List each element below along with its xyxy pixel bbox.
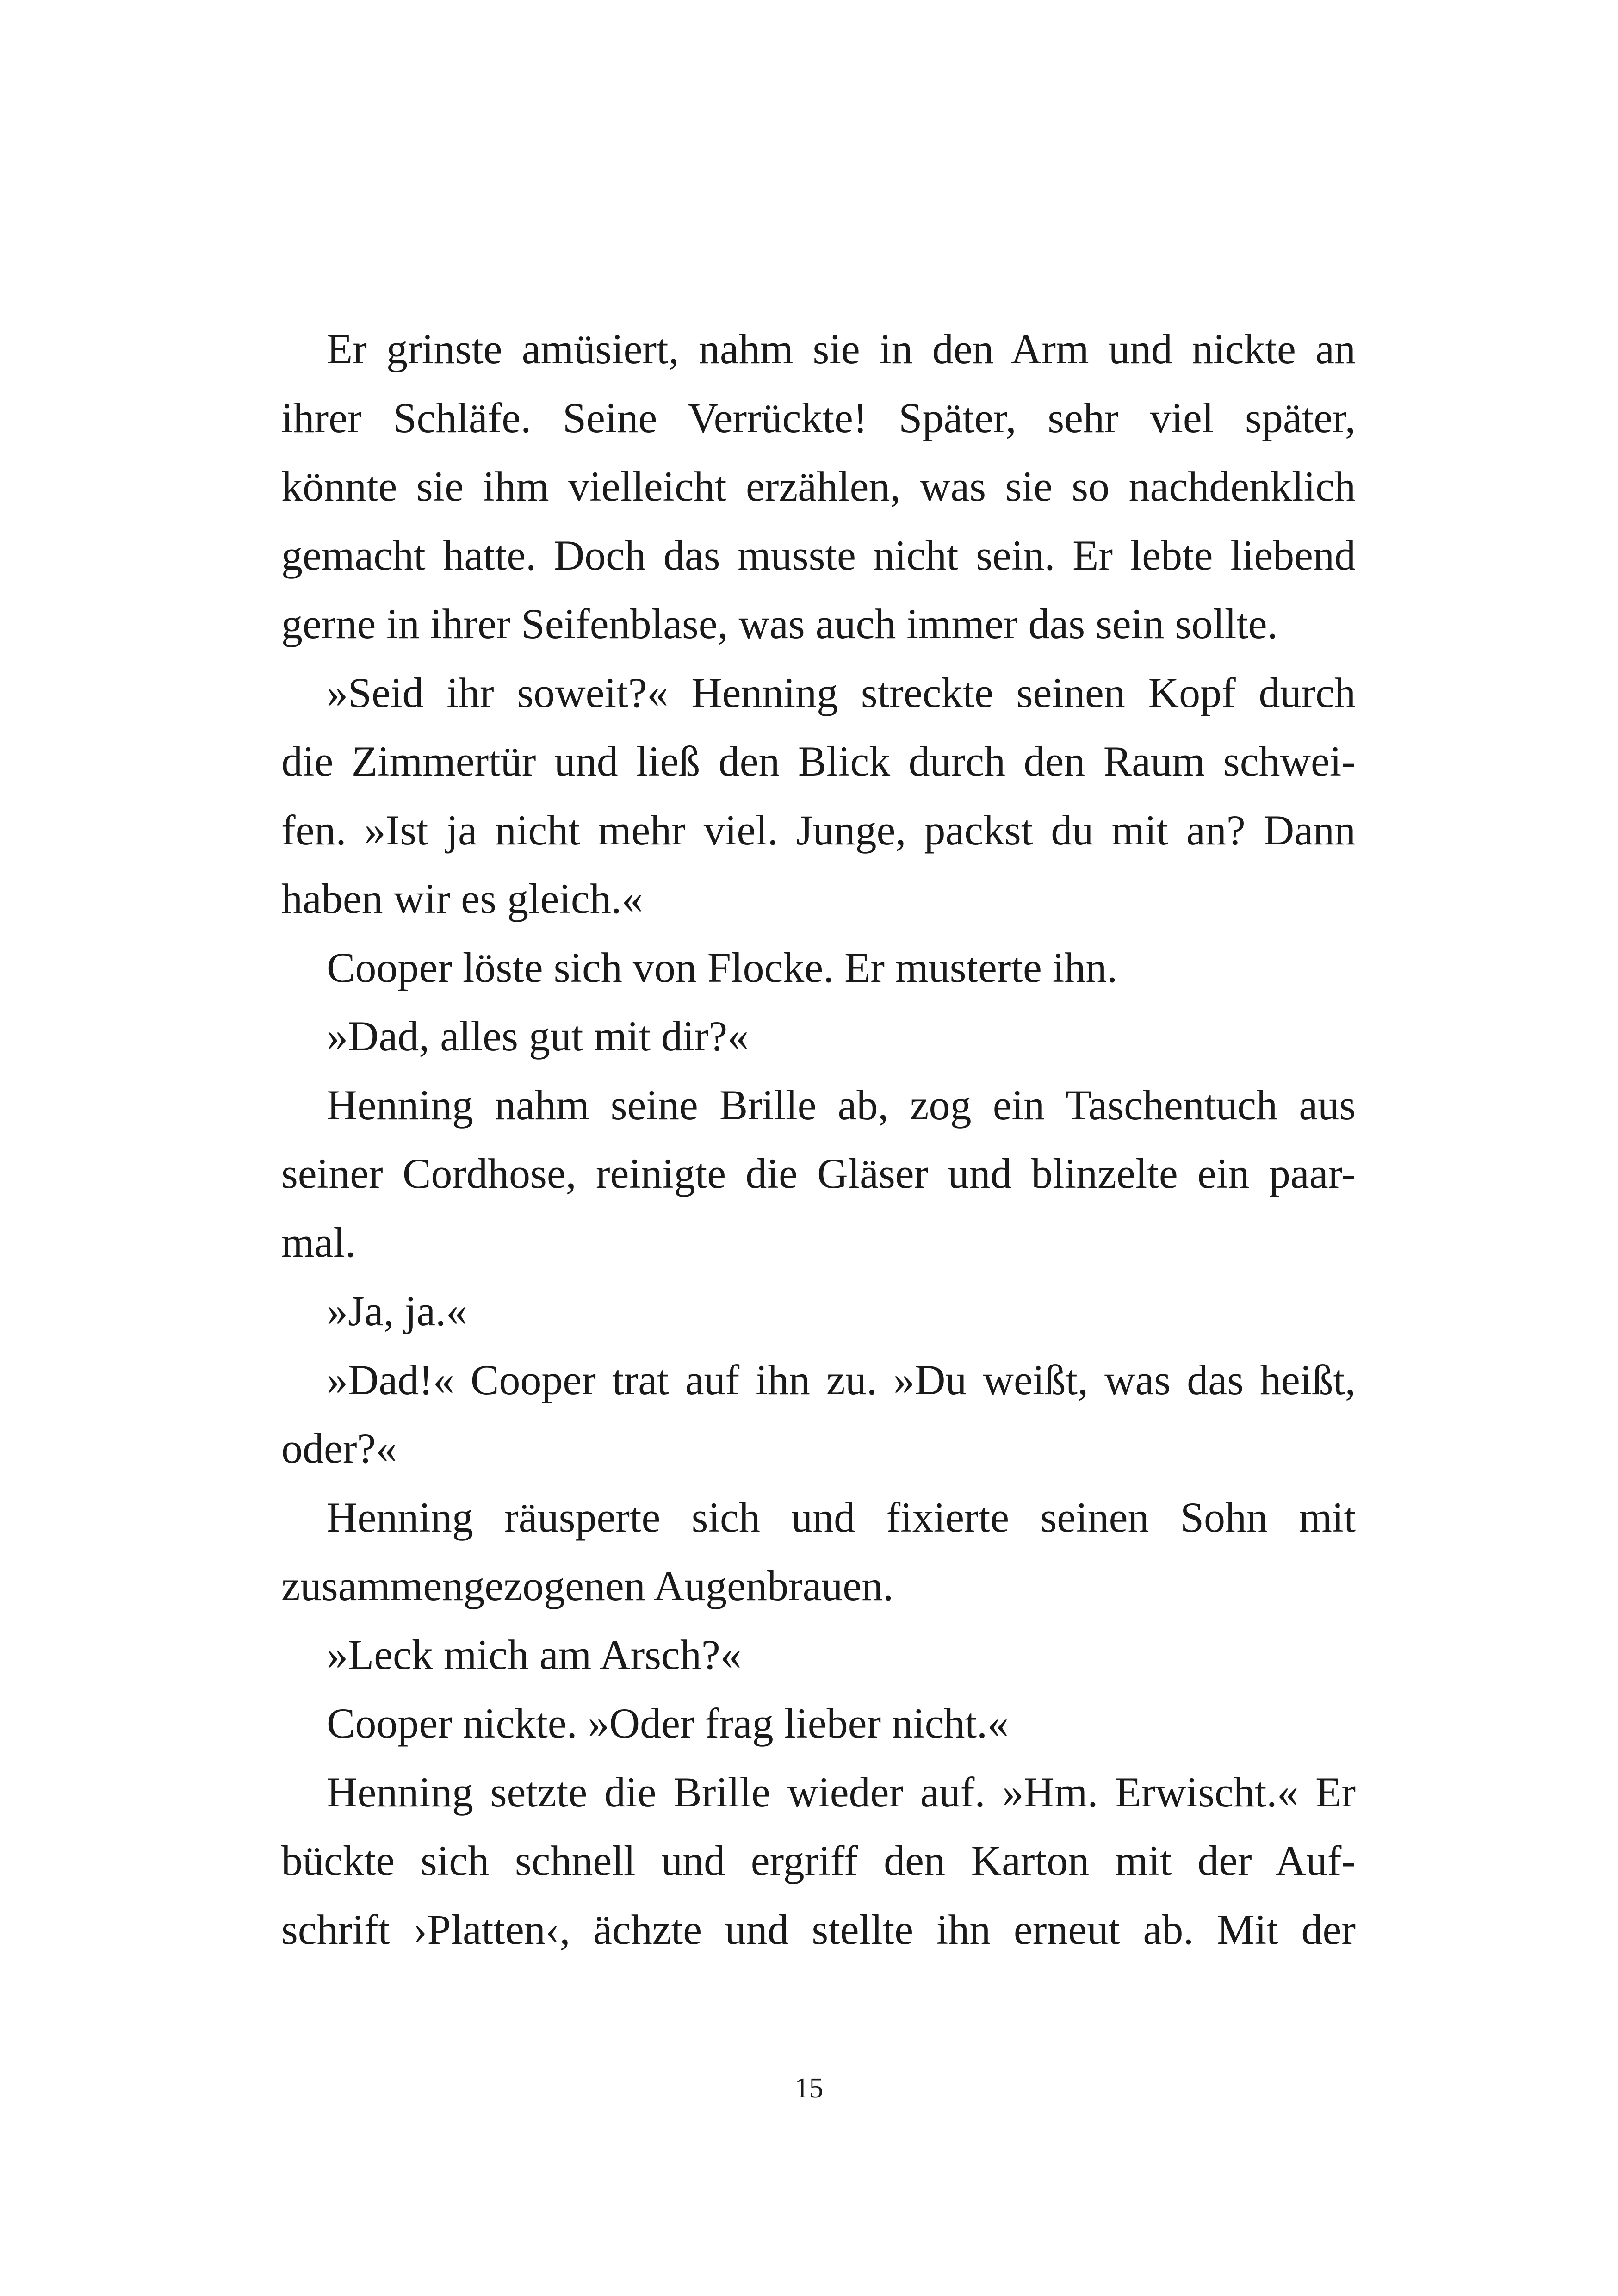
- text-line: mal.: [281, 1218, 356, 1266]
- paragraph: [281, 1002, 1356, 1071]
- text-line: zusammengezogenen Augenbrauen.: [281, 1562, 894, 1609]
- text-line: Er grinste amüsiert, nahm sie in den Arm und nickte an: [327, 325, 1356, 372]
- text-line: Cooper löste sich von Flocke. Er musterte ihn.: [327, 943, 1118, 991]
- text-line: »Leck mich am Arsch?«: [327, 1631, 742, 1678]
- text-line: »Dad, alles gut mit dir?«: [327, 1012, 749, 1060]
- text-line: »Seid ihr soweit?« Henning streckte seinen Kopf durch: [327, 669, 1356, 716]
- text-line: »Ja, ja.«: [327, 1287, 468, 1334]
- paragraph: [281, 1346, 1356, 1483]
- text-line: bückte sich schnell und ergriff den Karton mit der Auf-: [281, 1837, 1356, 1884]
- paragraph: [281, 315, 1356, 658]
- body-text: [281, 315, 1356, 1964]
- text-line: fen. »Ist ja nicht mehr viel. Junge, packst du mit an? Dann: [281, 806, 1356, 854]
- text-line: »Dad!« Cooper trat auf ihn zu. »Du weißt, was das heißt,: [327, 1356, 1356, 1403]
- paragraph: [281, 658, 1356, 933]
- text-line: Henning räusperte sich und fixierte seinen Sohn mit: [327, 1493, 1356, 1541]
- paragraph: [281, 933, 1356, 1002]
- text-line: Henning nahm seine Brille ab, zog ein Taschentuch aus: [327, 1081, 1356, 1129]
- paragraph: [281, 1689, 1356, 1758]
- text-line: gemacht hatte. Doch das musste nicht sein. Er lebte liebend: [281, 531, 1356, 579]
- paragraph: [281, 1620, 1356, 1689]
- paragraph: [281, 1071, 1356, 1277]
- paragraph: [281, 1758, 1356, 1964]
- text-line: ihrer Schläfe. Seine Verrückte! Später, sehr viel später,: [281, 394, 1356, 441]
- text-line: haben wir es gleich.«: [281, 875, 643, 922]
- paragraph: [281, 1483, 1356, 1620]
- text-line: die Zimmertür und ließ den Blick durch den Raum schwei-: [281, 738, 1356, 785]
- text-line: könnte sie ihm vielleicht erzählen, was sie so nachdenklich: [281, 463, 1356, 510]
- text-line: schrift ›Platten‹, ächzte und stellte ihn erneut ab. Mit der: [281, 1905, 1356, 1953]
- text-line: Henning setzte die Brille wieder auf. »Hm. Erwischt.« Er: [327, 1768, 1356, 1816]
- text-line: Cooper nickte. »Oder frag lieber nicht.«: [327, 1700, 1009, 1747]
- page-number: 15: [794, 2073, 824, 2104]
- text-line: oder?«: [281, 1425, 397, 1472]
- paragraph: [281, 1277, 1356, 1346]
- text-line: gerne in ihrer Seifenblase, was auch immer das sein sollte.: [281, 600, 1278, 647]
- text-line: seiner Cordhose, reinigte die Gläser und blinzelte ein paar-: [281, 1150, 1356, 1197]
